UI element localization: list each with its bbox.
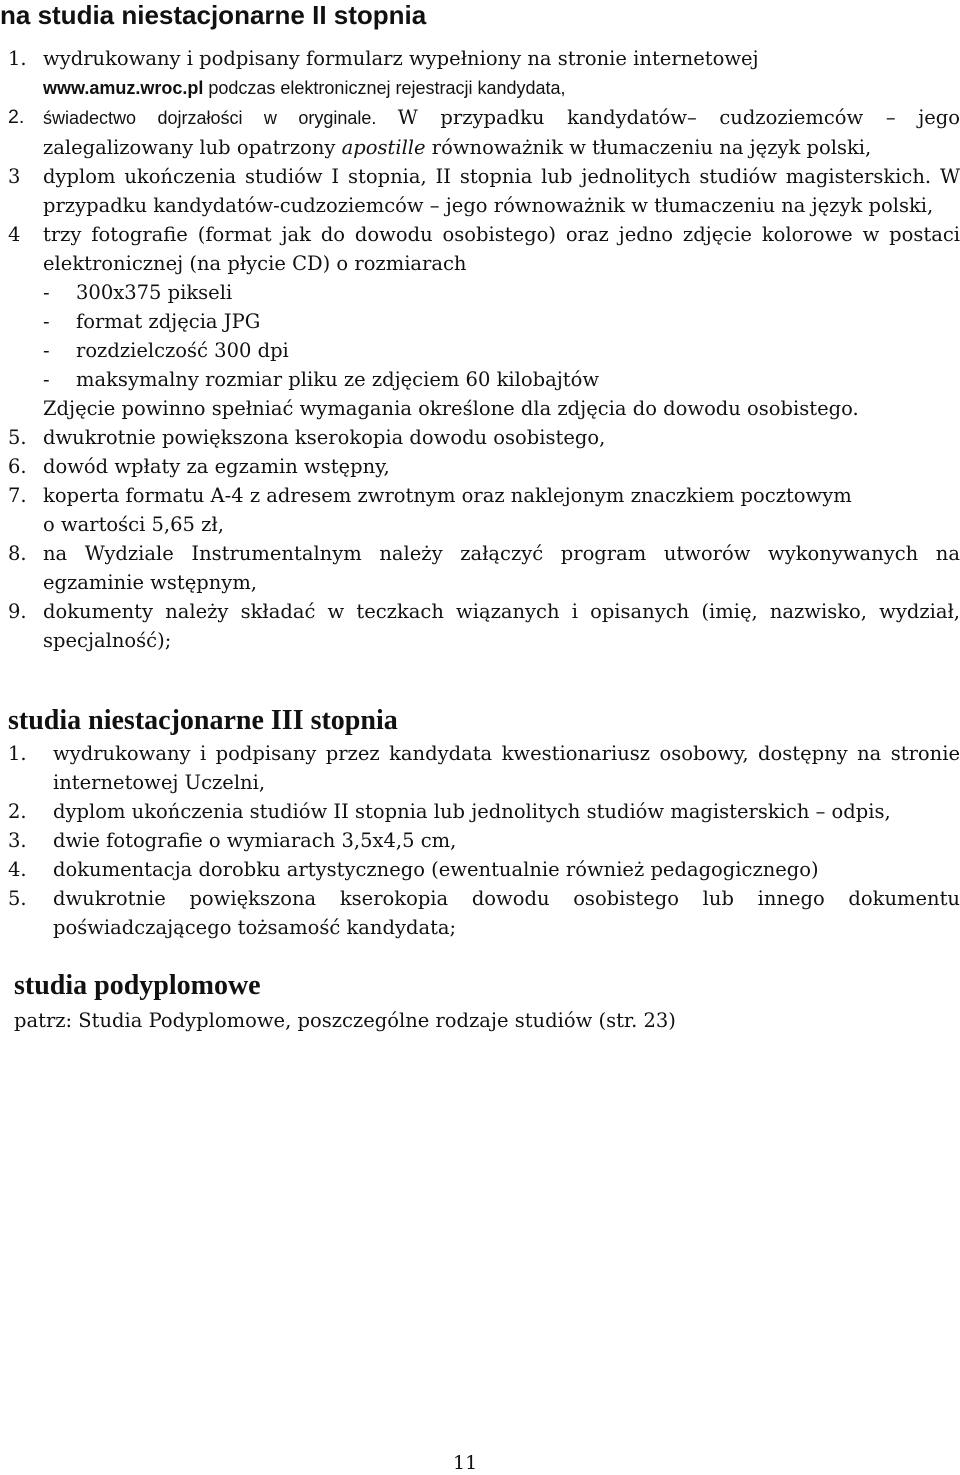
photo-spec-item: - 300x375 pikseli <box>43 281 233 304</box>
photo-note: Zdjęcie powinno spełniać wymagania określone dla zdjęcia do dowodu osobistego. <box>43 397 859 420</box>
list-item: 2. świadectwo dojrzałości w oryginale. W przypadku kandydatów– cudzoziemców – jego zalegalizowany lub opatrzony apostille równoważnik w tłumaczeniu na język polski, <box>8 106 960 159</box>
postgraduate-reference: patrz: Studia Podyplomowe, poszczególne rodzaje studiów (str. 23) <box>14 1009 676 1032</box>
list-item: 9. dokumenty należy składać w teczkach wiązanych i opisanych (imię, nazwisko, wydział, specjalność); <box>8 600 960 652</box>
page-number: 11 <box>453 1452 478 1474</box>
list-item: 3. dwie fotografie o wymiarach 3,5x4,5 cm, <box>8 829 457 852</box>
list-item: 5. dwukrotnie powiększona kserokopia dowodu osobistego lub innego dokumentu poświadczającego tożsamość kandydata; <box>8 887 960 939</box>
photo-spec-item: - maksymalny rozmiar pliku ze zdjęciem 60 kilobajtów <box>43 368 600 391</box>
section-heading-postgraduate: studia podyplomowe <box>14 970 261 1001</box>
list-item: 5. dwukrotnie powiększona kserokopia dowodu osobistego, <box>8 426 606 449</box>
website-link[interactable]: www.amuz.wroc.pl <box>43 78 204 98</box>
requirements-list-second-degree <box>0 44 960 655</box>
requirements-list-third-degree <box>0 739 960 942</box>
list-item: 7. koperta formatu A-4 z adresem zwrotnym oraz naklejonym znaczkiem pocztowym o wartości 5,65 zł, <box>8 484 852 536</box>
section-heading-second-degree: na studia niestacjonarne II stopnia <box>0 0 427 30</box>
list-item: 1. wydrukowany i podpisany formularz wypełniony na stronie internetowej www.amuz.wroc.pl podczas elektronicznej rejestracji kandydata, <box>8 47 759 98</box>
photo-spec-item: - rozdzielczość 300 dpi <box>43 339 289 362</box>
list-item: 3 dyplom ukończenia studiów I stopnia, II stopnia lub jednolitych studiów magisterskich. W przypadku kandydatów-cudzoziemców – jego równoważnik w tłumaczeniu na język polski, <box>8 165 960 217</box>
list-item: 4 trzy fotografie (format jak do dowodu osobistego) oraz jedno zdjęcie kolorowe w postaci elektronicznej (na płycie CD) o rozmiarach <box>8 223 960 275</box>
list-item: 4. dokumentacja dorobku artystycznego (ewentualnie również pedagogicznego) <box>8 858 819 881</box>
section-heading-third-degree: studia niestacjonarne III stopnia <box>8 705 398 736</box>
photo-spec-item: - format zdjęcia JPG <box>43 310 261 333</box>
list-item: 2. dyplom ukończenia studiów II stopnia lub jednolitych studiów magisterskich – odpis, <box>8 800 891 823</box>
list-item: 6. dowód wpłaty za egzamin wstępny, <box>8 455 390 478</box>
list-item: 8. na Wydziale Instrumentalnym należy załączyć program utworów wykonywanych na egzaminie wstępnym, <box>8 542 960 594</box>
list-item: 1. wydrukowany i podpisany przez kandydata kwestionariusz osobowy, dostępny na stronie internetowej Uczelni, <box>8 742 960 794</box>
